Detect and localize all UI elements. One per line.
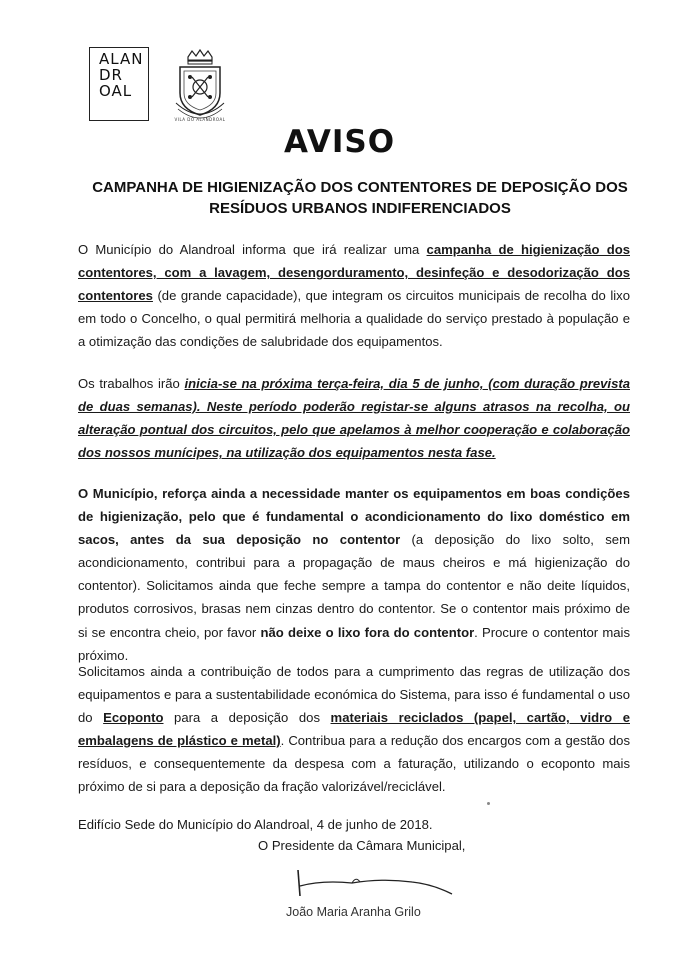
- p3-tail: . Procure o contentor mais próximo.: [78, 624, 631, 663]
- p3-middle: (a deposição do lixo solto, sem acondicionamento, contribui para a propagação de maus cheiros e má higienização do contentor). Solicitamos ainda que feche sempre a tampa do contentor e não deite líquidos, produtos corrosivos, brasas nem cinzas dentro do contentor. Se o contentor mais próximo de si se encontra cheio, por favor: [78, 532, 630, 640]
- paragraph-schedule: [78, 372, 630, 464]
- logo-line-1: ALAN: [99, 50, 144, 68]
- crest-caption: VILA DO ALANDROAL: [174, 117, 226, 122]
- municipality-logo: [89, 47, 149, 121]
- paragraph-announcement: [78, 238, 630, 353]
- scan-speck: [487, 802, 490, 805]
- paragraph-recycling: [78, 660, 630, 799]
- p1-intro: O Município do Alandroal informa que irá realizar uma: [78, 242, 427, 257]
- p4-materials: materiais reciclados (papel, cartão, vidro e embalagens de plástico e metal): [78, 710, 630, 749]
- p4-rest: . Contribua para a redução dos encargos com a gestão dos resíduos, e consequentemente da despesa com a faturação, utilizando o ecoponto mais próximo de si para a deposição da fração valorizável/reciclável.: [78, 733, 631, 795]
- p3-bold-intro: O Município, reforça ainda a necessidade manter os equipamentos em boas condições de higienização, pelo que é fundamental o acondicionamento do lixo doméstico em sacos, antes da sua deposição no contentor: [78, 486, 630, 548]
- p3-bold-end: não deixe o lixo fora do contentor: [260, 624, 475, 640]
- closing-line: Edifício Sede do Município do Alandroal, 4 de junho de 2018.: [78, 817, 433, 832]
- p4-intro: Solicitamos ainda a contribuição de todos para a cumprimento das regras de utilização dos equipamentos e para a sustentabilidade económica do Sistema, para isso é fundamental o uso do: [78, 664, 630, 726]
- signer-name: João Maria Aranha Grilo: [286, 905, 421, 919]
- p1-highlight: campanha de higienização dos contentores, com a lavagem, desengorduramento, desinfeção e desodorização dos contentores: [78, 242, 630, 304]
- logo-line-3: OAL: [99, 82, 133, 100]
- p2-highlight: inicia-se na próxima terça-feira, dia 5 de junho, (com duração prevista de duas semanas). Neste período poderão registar-se alguns atrasos na recolha, ou alteração pontual dos circuitos, pelo que apelamos à melhor cooperação e colaboração dos nossos munícipes, na utilização dos equipamentos nesta fase.: [78, 376, 630, 461]
- p1-rest: (de grande capacidade), que integram os circuitos municipais de recolha do lixo em todo o Concelho, o qual permitirá melhoria a qualidade do serviço prestado à população e a otimização das condições de salubridade dos equipamentos.: [78, 288, 630, 350]
- paragraph-recommendations: [78, 482, 630, 667]
- president-title: O Presidente da Câmara Municipal,: [258, 838, 466, 853]
- p2-intro: Os trabalhos irão: [78, 376, 185, 391]
- logo-line-2: DR: [99, 66, 123, 84]
- coat-of-arms-icon: [170, 47, 230, 125]
- p4-middle: para a deposição dos: [163, 710, 331, 726]
- p4-ecoponto: Ecoponto: [103, 710, 164, 726]
- signature-icon: [292, 866, 462, 906]
- page-title: AVISO: [283, 124, 396, 160]
- page-subtitle: CAMPANHA DE HIGIENIZAÇÃO DOS CONTENTORES DE DEPOSIÇÃO DOS RESÍDUOS URBANOS INDIFERENCIADOS: [92, 179, 628, 217]
